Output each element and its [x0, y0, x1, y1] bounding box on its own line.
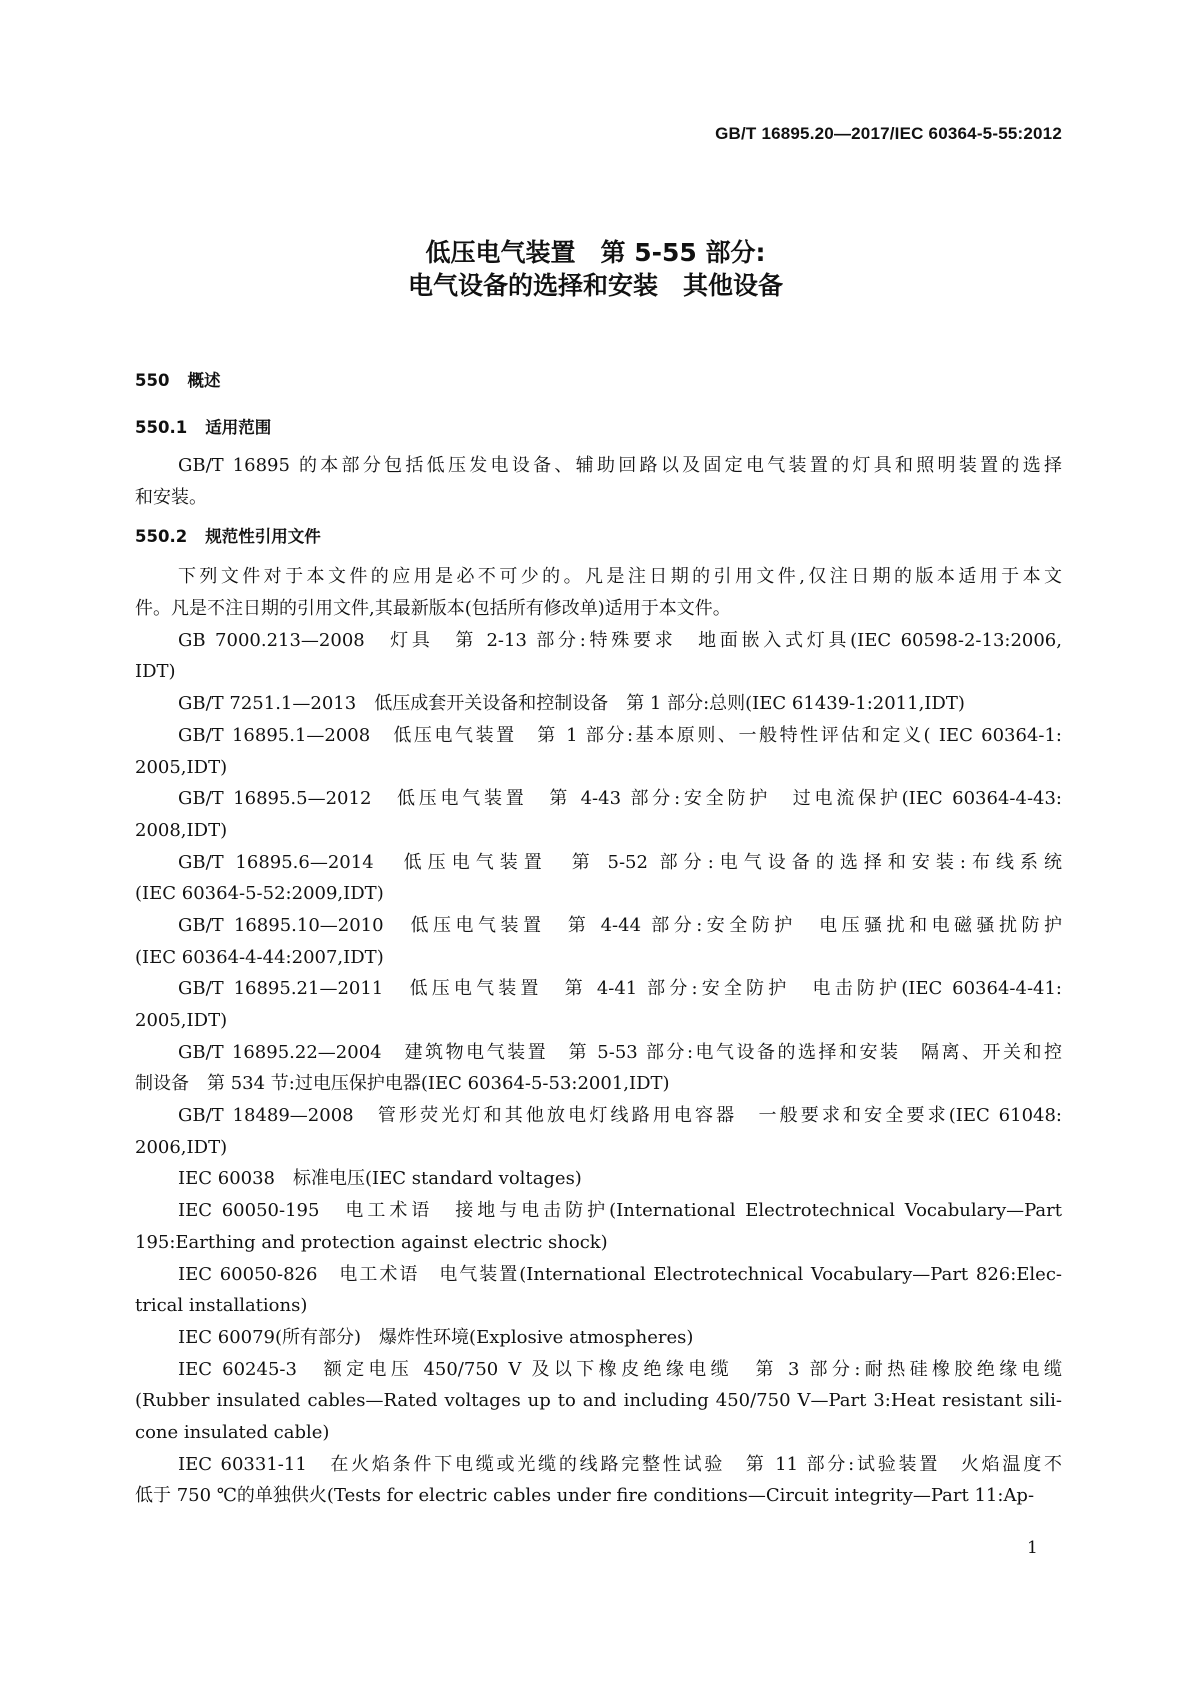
section-heading-550-2: 550.2 规范性引用文件 [135, 527, 321, 547]
reference-item [135, 1195, 1062, 1258]
reference-item [135, 1100, 1062, 1163]
reference-item [135, 1163, 1062, 1195]
scope-paragraph: GB/T 16895 的本部分包括低压发电设备、辅助回路以及固定电气装置的灯具和照明装置的选择 和安装。 [135, 455, 1062, 508]
page-number: 1 [1027, 1538, 1038, 1558]
document-body [135, 367, 1062, 1512]
reference-item [135, 973, 1062, 1036]
reference-line: (IEC 60364-5-52:2009,IDT) [135, 883, 384, 905]
reference-line: 低于 750 ℃的单独供火(Tests for electric cables under fire conditions—Circuit integrity—Part 11:Ap- [135, 1485, 1035, 1507]
reference-line: 下列文件对于本文件的应用是必不可少的。凡是注日期的引用文件,仅注日期的版本适用于本文 [178, 566, 1062, 588]
reference-item [135, 1322, 1062, 1354]
reference-line: GB/T 18489—2008 管形荧光灯和其他放电灯线路用电容器 一般要求和安全要求(IEC 61048: [178, 1105, 1062, 1127]
standard-number-header: GB/T 16895.20—2017/IEC 60364-5-55:2012 [715, 124, 1062, 143]
reference-line: 制设备 第 534 节:过电压保护电器(IEC 60364-5-53:2001,IDT) [135, 1073, 670, 1095]
reference-item [135, 625, 1062, 688]
reference-line: IEC 60331-11 在火焰条件下电缆或光缆的线路完整性试验 第 11 部分:试验装置 火焰温度不 [178, 1453, 1062, 1475]
references-intro-paragraph [135, 561, 1062, 624]
reference-item [135, 847, 1062, 910]
reference-line: IEC 60079(所有部分) 爆炸性环境(Explosive atmospheres) [178, 1326, 694, 1348]
reference-line: (Rubber insulated cables—Rated voltages up to and including 450/750 V—Part 3:Heat resistant sili- [135, 1390, 1062, 1412]
reference-item [135, 1037, 1062, 1100]
reference-line: 2006,IDT) [135, 1136, 228, 1158]
reference-line: 2005,IDT) [135, 1010, 228, 1031]
reference-line: GB/T 16895.1—2008 低压电气装置 第 1 部分:基本原则、一般特性评估和定义( IEC 60364-1: [178, 724, 1062, 746]
reference-line: IDT) [135, 661, 176, 683]
reference-line: (IEC 60364-4-44:2007,IDT) [135, 946, 384, 968]
normative-references-list [135, 561, 1062, 1512]
reference-line: IEC 60050-826 电工术语 电气装置(International Electrotechnical Vocabulary—Part 826:Elec- [178, 1263, 1062, 1285]
reference-line: cone insulated cable) [135, 1421, 330, 1443]
section-heading-550-1: 550.1 适用范围 [135, 418, 272, 437]
reference-line: 件。凡是不注日期的引用文件,其最新版本(包括所有修改单)适用于本文件。 [135, 598, 731, 620]
reference-line: 195:Earthing and protection against electric shock) [135, 1231, 608, 1253]
section-heading-550: 550 概述 [135, 371, 221, 390]
reference-item [135, 1259, 1062, 1322]
reference-line: GB/T 16895.10—2010 低压电气装置 第 4-44 部分:安全防护 电压骚扰和电磁骚扰防护 [178, 914, 1062, 936]
reference-item [135, 720, 1062, 783]
reference-item [135, 1354, 1062, 1449]
reference-line: IEC 60038 标准电压(IEC standard voltages) [178, 1168, 582, 1190]
reference-line: GB 7000.213—2008 灯具 第 2-13 部分:特殊要求 地面嵌入式灯具(IEC 60598-2-13:2006, [178, 629, 1062, 651]
reference-line: IEC 60245-3 额定电压 450/750 V 及以下橡皮绝缘电缆 第 3 部分:耐热硅橡胶绝缘电缆 [178, 1358, 1062, 1380]
reference-line: 2008,IDT) [135, 819, 228, 841]
reference-item [135, 1449, 1062, 1512]
reference-line: GB/T 16895.21—2011 低压电气装置 第 4-41 部分:安全防护 电击防护(IEC 60364-4-41: [178, 978, 1062, 1000]
reference-item [135, 783, 1062, 846]
document-title [0, 236, 1191, 302]
title-line-2: 电气设备的选择和安装 其他设备 [407, 271, 783, 300]
reference-line: GB/T 7251.1—2013 低压成套开关设备和控制设备 第 1 部分:总则(IEC 61439-1:2011,IDT) [178, 693, 965, 715]
reference-item [135, 688, 1062, 720]
reference-line: IEC 60050-195 电工术语 接地与电击防护(International Electrotechnical Vocabulary—Part [178, 1200, 1062, 1222]
title-line-1: 低压电气装置 第 5-55 部分: [425, 238, 766, 267]
reference-item [135, 910, 1062, 973]
reference-line: GB/T 16895.6—2014 低压电气装置 第 5-52 部分:电气设备的选择和安装:布线系统 [178, 851, 1062, 873]
reference-line: GB/T 16895.22—2004 建筑物电气装置 第 5-53 部分:电气设备的选择和安装 隔离、开关和控 [178, 1041, 1062, 1063]
reference-line: 2005,IDT) [135, 756, 228, 778]
reference-line: GB/T 16895.5—2012 低压电气装置 第 4-43 部分:安全防护 过电流保护(IEC 60364-4-43: [178, 788, 1062, 810]
reference-line: trical installations) [135, 1295, 308, 1317]
